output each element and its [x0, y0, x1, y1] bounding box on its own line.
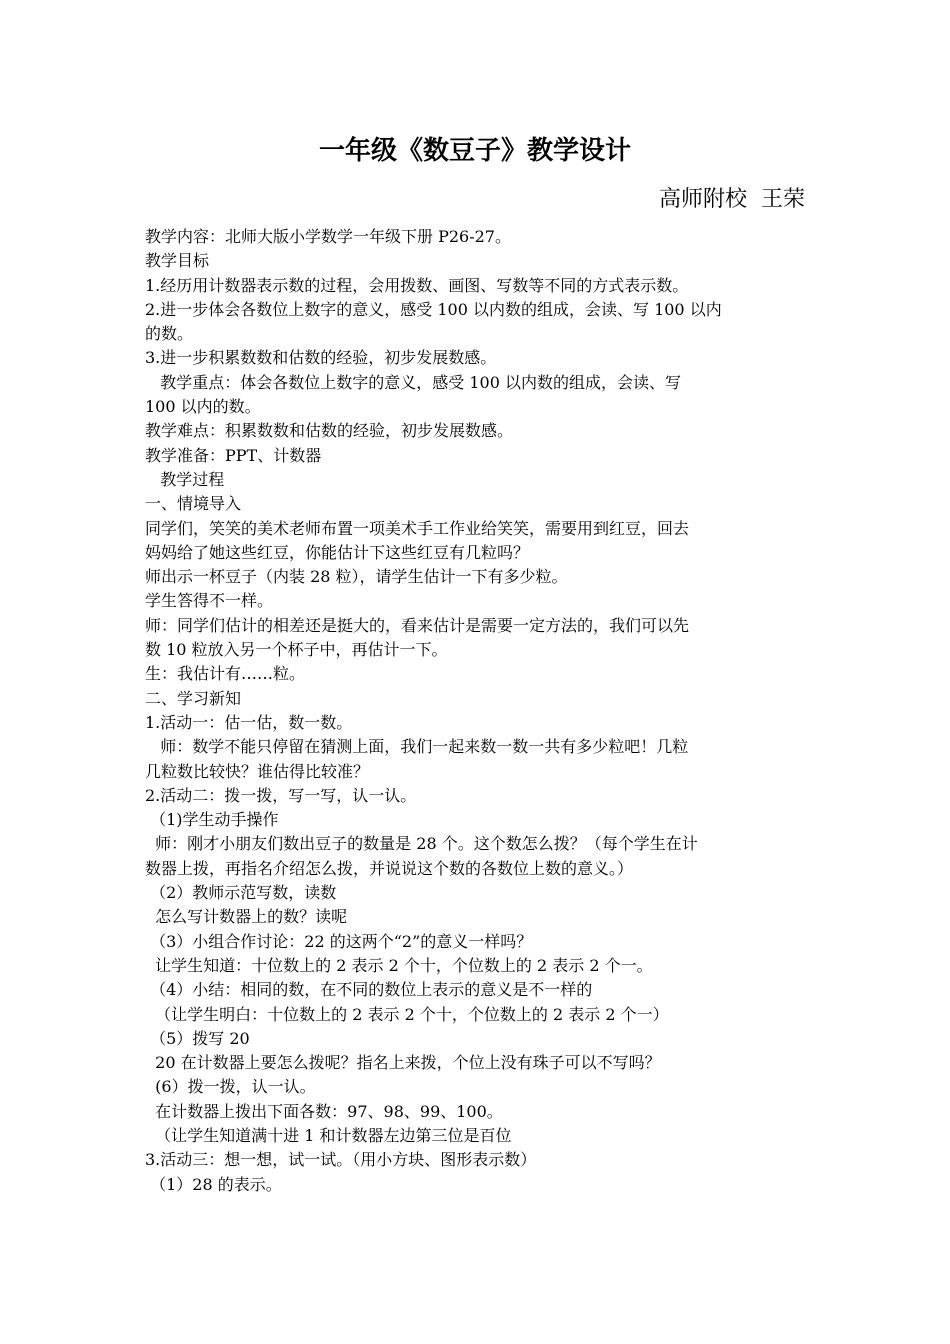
- body-line: 在计数器上拨出下面各数：97、98、99、100。: [145, 1101, 503, 1121]
- body-line: 数 10 粒放入另一个杯子中，再估计一下。: [145, 640, 448, 660]
- document-title: 一年级《数豆子》教学设计: [318, 136, 631, 166]
- body-line: 教学目标: [145, 251, 210, 271]
- body-line: （3）小组合作讨论：22 的这两个“2”的意义一样吗？: [145, 931, 533, 951]
- body-line: 学生答得不一样。: [145, 591, 274, 611]
- body-line: 教学难点：积累数数和估数的经验，初步发展数感。: [145, 421, 514, 441]
- body-line: （4）小结：相同的数，在不同的数位上表示的意义是不一样的: [145, 980, 593, 1000]
- body-line: （5）拨写 20: [145, 1028, 250, 1048]
- body-line: （让学生知道满十进 1 和计数器左边第三位是百位: [145, 1125, 512, 1145]
- body-line: 教学重点：体会各数位上数字的意义，感受 100 以内数的组成，会读、写: [145, 372, 681, 392]
- body-line: 3.活动三：想一想，试一试。（用小方块、图形表示数）: [145, 1150, 537, 1170]
- body-line: 师出示一杯豆子（内装 28 粒），请学生估计一下有多少粒。: [145, 567, 568, 587]
- body-line: 3.进一步积累数数和估数的经验，初步发展数感。: [145, 348, 497, 368]
- body-line: 师：同学们估计的相差还是挺大的，看来估计是需要一定方法的，我们可以先: [145, 615, 690, 635]
- body-line: 100 以内的数。: [145, 397, 261, 417]
- body-line: (6）拨一拨，认一认。: [145, 1077, 316, 1097]
- body-line: 2.活动二：拨一拨，写一写，认一认。: [145, 785, 417, 805]
- document-author: 高师附校 王荣: [659, 187, 805, 212]
- body-line: 师：数学不能只停留在猜测上面，我们一起来数一数一共有多少粒吧！几粒: [145, 737, 689, 757]
- body-line: 二、学习新知: [145, 688, 242, 708]
- body-line: 2.进一步体会各数位上数字的意义，感受 100 以内数的组成，会读、写 100 以内: [145, 299, 722, 319]
- body-line: （2）教师示范写数，读数: [145, 883, 337, 903]
- body-line: 的数。: [145, 324, 194, 344]
- body-line: 师：刚才小朋友们数出豆子的数量是 28 个。这个数怎么拨？（每个学生在计: [145, 834, 698, 854]
- body-line: 同学们，笑笑的美术老师布置一项美术手工作业给笑笑，需要用到红豆，回去: [145, 518, 690, 538]
- body-line: 怎么写计数器上的数？读呢: [145, 907, 348, 927]
- body-line: 生：我估计有……粒。: [145, 664, 306, 684]
- body-line: （让学生明白：十位数上的 2 表示 2 个十，个位数上的 2 表示 2 个一）: [145, 1004, 669, 1024]
- body-line: 一、情境导入: [145, 494, 242, 514]
- body-line: 数器上拨，再指名介绍怎么拨，并说说这个数的各数位上数的意义。）: [145, 858, 634, 878]
- body-line: （1)学生动手操作: [145, 810, 279, 830]
- body-line: 让学生知道：十位数上的 2 表示 2 个十，个位数上的 2 表示 2 个一。: [145, 955, 653, 975]
- document-body: [145, 225, 810, 1197]
- body-line: 几粒数比较快？谁估得比较准？: [145, 761, 370, 781]
- body-line: 1.经历用计数器表示数的过程，会用拨数、画图、写数等不同的方式表示数。: [145, 275, 689, 295]
- body-line: 妈妈给了她这些红豆，你能估计下这些红豆有几粒吗？: [145, 542, 530, 562]
- body-line: 教学过程: [145, 469, 225, 489]
- body-line: 教学准备：PPT、计数器: [145, 445, 322, 465]
- body-line: 20 在计数器上要怎么拨呢？指名上来拨，个位上没有珠子可以不写吗？: [145, 1053, 661, 1073]
- body-line: 1.活动一：估一估，数一数。: [145, 712, 353, 732]
- body-line: （1）28 的表示。: [145, 1174, 282, 1194]
- body-line: 教学内容：北师大版小学数学一年级下册 P26-27。: [145, 227, 511, 246]
